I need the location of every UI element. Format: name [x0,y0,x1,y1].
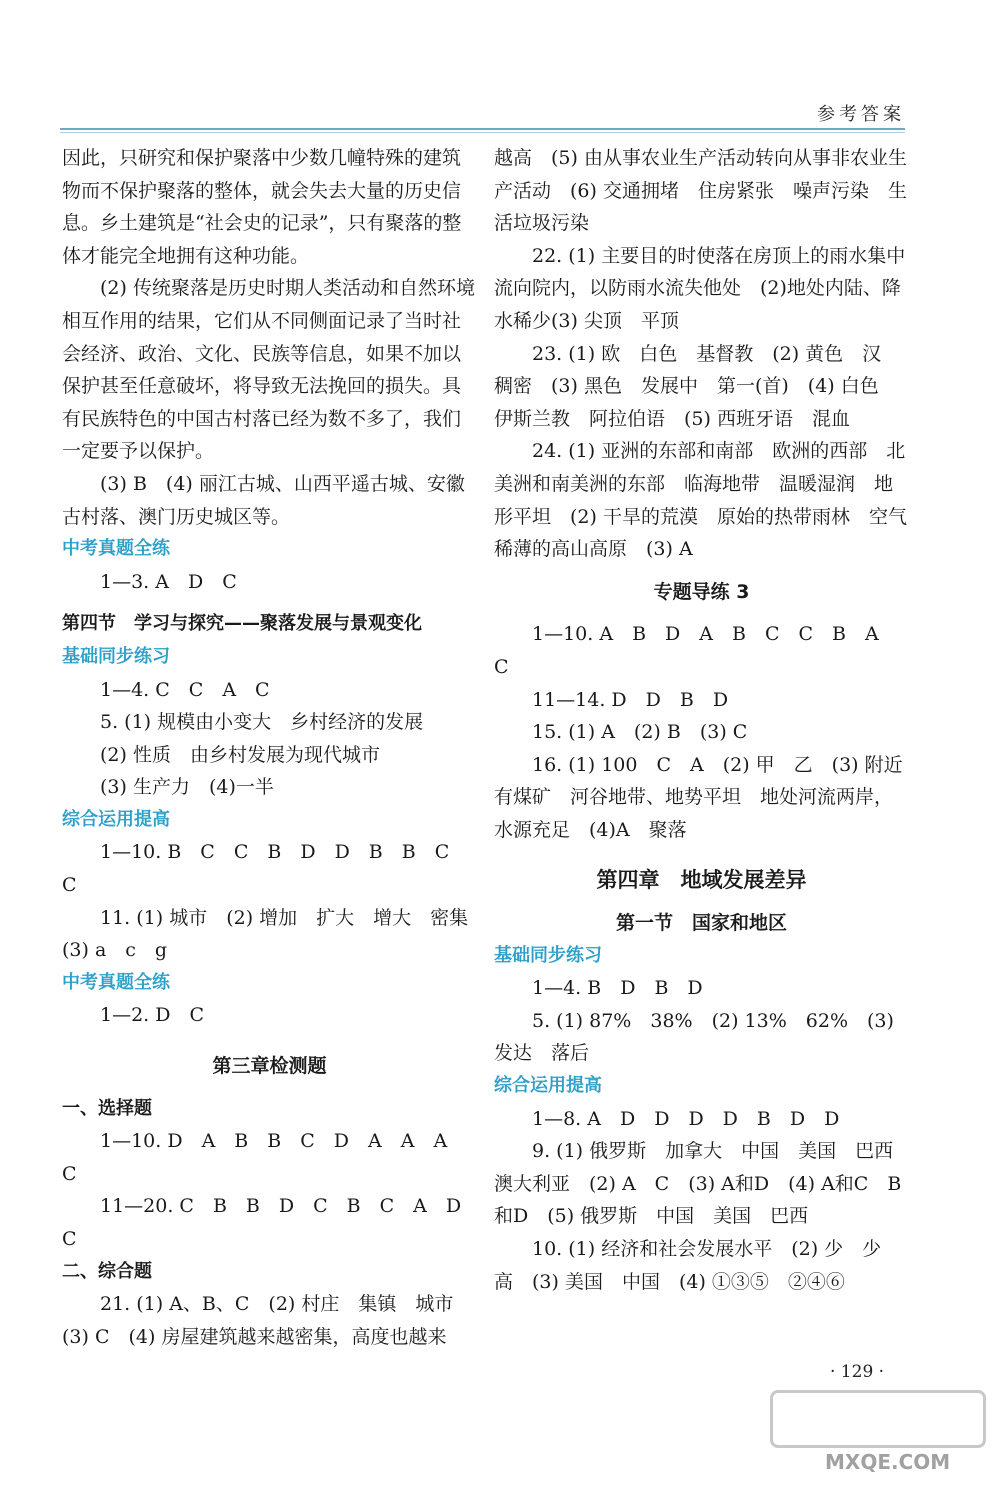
topic-title: 专题导练 3 [653,580,750,603]
paragraph: (3) B (4) 丽江古城、山西平遥古城、安徽古村落、澳门历史城区等。 [62,472,465,528]
paragraph: 24. (1) 亚洲的东部和南部 欧洲的西部 北美洲和南美洲的东部 临海地带 温暖湿润 地形平坦 (2) 干旱的荒漠 原始的热带雨林 空气稀薄的高山高原 (3) A [494,440,907,561]
answer-line: 5. (1) 87% 38% (2) 13% 62% (3) 发达 落后 [494,1009,894,1065]
answer-line: 11—14. D D B D [532,688,729,711]
answer-line: 5. (1) 规模由小变大 乡村经济的发展 [100,711,424,734]
section-heading: 中考真题全练 [62,971,170,993]
answer-line: 1—3. A D C [100,570,237,593]
answer-line: 1—10. D A B B C D A A A C [62,1130,467,1185]
left-column [62,142,488,1353]
subsection-title: 一、选择题 [62,1097,152,1119]
right-column [494,142,913,1298]
answer-line: 1—4. B D B D [532,977,703,1000]
watermark-frame [770,1390,986,1448]
paragraph: 因此，只研究和保护聚落中少数几幢特殊的建筑物而不保护聚落的整体，就会失去大量的历史信息。乡土建筑是“社会史的记录”，只有聚落的整体才能完全地拥有这种功能。 [62,147,462,267]
page-number: · 129 · [830,1362,885,1382]
watermark-text: MXQE.COM [825,1450,951,1474]
section-heading: 基础同步练习 [494,944,602,966]
answer-line: 9. (1) 俄罗斯 加拿大 中国 美国 巴西 澳大利亚 (2) A C (3) A和D (4) A和C B和D (5) 俄罗斯 中国 美国 巴西 [494,1140,913,1228]
paragraph: (2) 传统聚落是历史时期人类活动和自然环境相互作用的结果，它们从不同侧面记录了当时社会经济、政治、文化、民族等信息，如果不加以保护甚至任意破坏，将导致无法挽回的损失。具有民族特色的中国古村落已经为数不多了，我们一定要予以保护。 [62,277,475,463]
answer-line: 15. (1) A (2) B (3) C [532,721,748,744]
subsection-title: 二、综合题 [62,1260,152,1282]
chapter-test-title: 第三章检测题 [212,1055,327,1078]
section-heading: 中考真题全练 [62,538,170,560]
section-title: 第四节 学习与探究——聚落发展与景观变化 [62,613,422,635]
answer-line: 1—2. D C [100,1004,205,1027]
answer-line: 11—20. C B B D C B C A D C [62,1195,481,1250]
section-heading: 综合运用提高 [494,1075,602,1097]
answer-line: 1—10. A B D A B C C B A C [494,623,898,678]
answer-line: 1—4. C C A C [100,678,270,701]
answer-line: 1—10. B C C B D D B B C C [62,841,469,897]
answer-line: (2) 性质 由乡村发展为现代城市 [100,743,380,766]
paragraph: 22. (1) 主要目的时使落在房顶上的雨水集中流向院内，以防雨水流失他处 (2)地处内陆、降水稀少(3) 尖顶 平顶 [494,244,906,332]
watermark-logo [770,1390,990,1480]
paragraph: 23. (1) 欧 白色 基督教 (2) 黄色 汉 稠密 (3) 黑色 发展中 第一(首) (4) 白色 伊斯兰教 阿拉伯语 (5) 西班牙语 混血 [494,342,901,430]
paragraph: 越高 (5) 由从事农业生产活动转向从事非农业生产活动 (6) 交通拥堵 住房紧张 噪声污染 生活垃圾污染 [494,147,907,235]
answer-line: (3) 生产力 (4)一半 [100,776,274,799]
answer-line: 1—8. A D D D D B D D [532,1107,840,1130]
section-title: 第一节 国家和地区 [615,912,787,935]
answer-line: 10. (1) 经济和社会发展水平 (2) 少 少 高 (3) 美国 中国 (4) ①③⑤ ②④⑥ [494,1238,901,1293]
section-heading: 综合运用提高 [62,808,170,830]
section-heading: 基础同步练习 [62,645,170,667]
answer-line: 11. (1) 城市 (2) 增加 扩大 增大 密集 (3) a c g [62,906,488,962]
header-label: 参考答案 [817,104,905,125]
answer-line: 21. (1) A、B、C (2) 村庄 集镇 城市 (3) C (4) 房屋建筑越来越密集，高度也越来 [62,1293,473,1348]
answer-line: 16. (1) 100 C A (2) 甲 乙 (3) 附近有煤矿 河谷地带、地势平坦 地处河流两岸，水源充足 (4)A 聚落 [494,753,903,841]
header-rule-thin [60,132,905,133]
chapter-title: 第四章 地域发展差异 [596,868,807,893]
header-rule [60,128,905,130]
